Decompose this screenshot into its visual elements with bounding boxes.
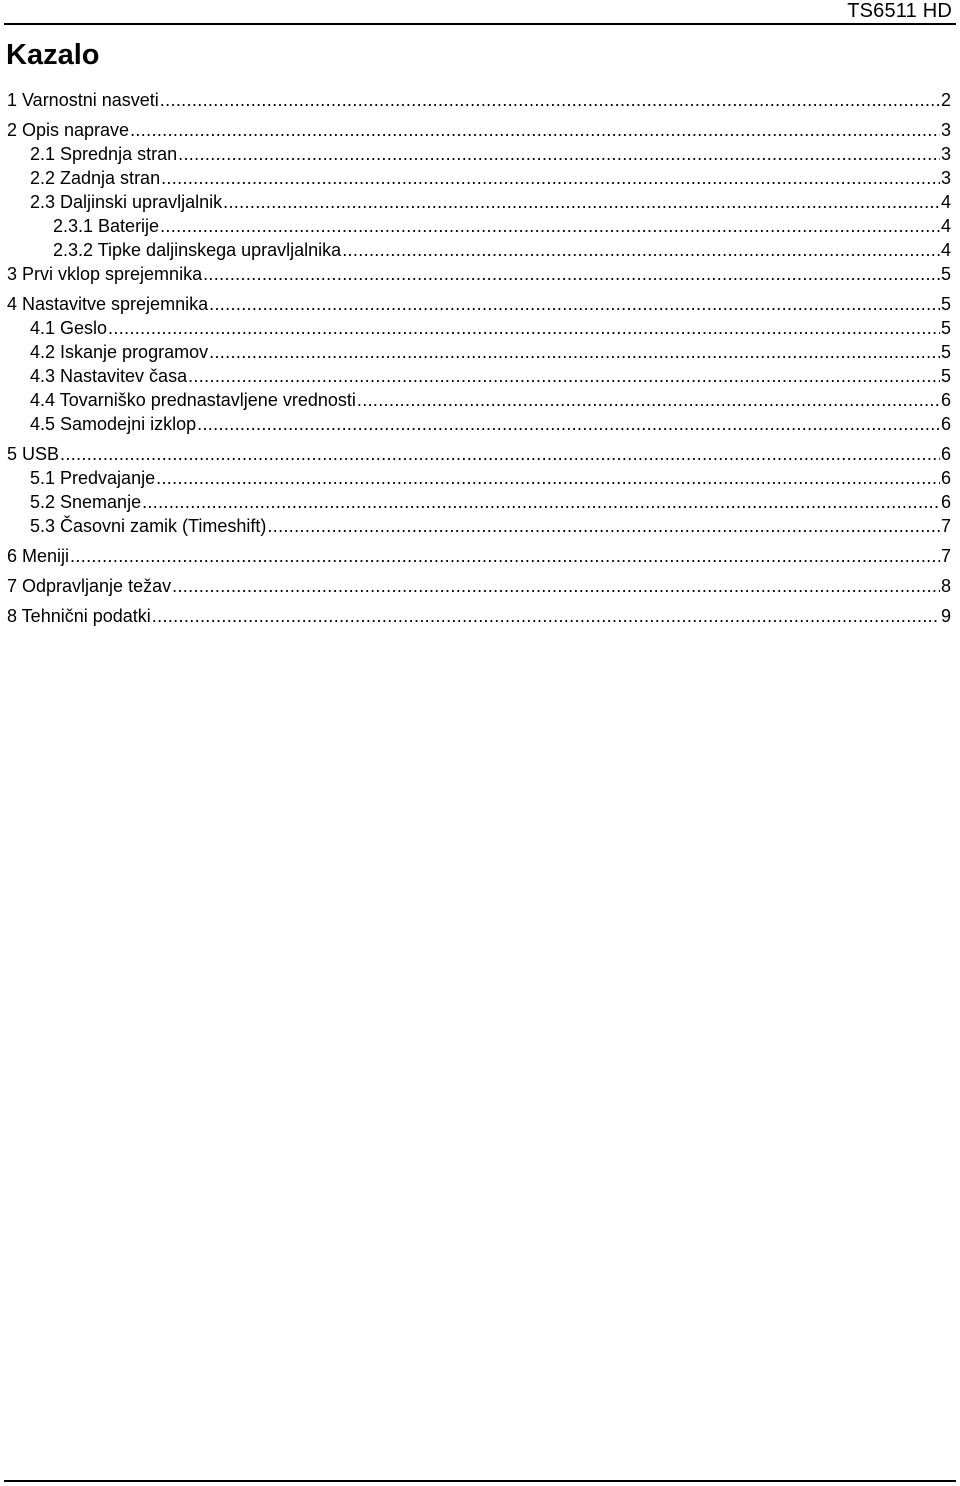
toc-entry[interactable] (7, 294, 951, 318)
toc-entry[interactable] (7, 90, 951, 114)
toc-leader-dots (197, 414, 940, 435)
toc-leader-dots (267, 516, 940, 537)
toc-entry-page: 6 (940, 390, 951, 410)
toc-entry[interactable] (7, 120, 951, 144)
toc-entry-label: 4.5 Samodejni izklop (30, 414, 197, 434)
toc-entry[interactable] (7, 342, 951, 366)
toc-entry-page: 3 (940, 120, 951, 140)
toc-entry-page: 5 (940, 366, 951, 386)
toc-leader-dots (130, 120, 940, 141)
toc-entry-page: 6 (940, 468, 951, 488)
toc-entry-label: 2.2 Zadnja stran (30, 168, 161, 188)
toc-entry[interactable] (7, 492, 951, 516)
toc-entry-label: 3 Prvi vklop sprejemnika (7, 264, 203, 284)
toc-leader-dots (70, 546, 940, 567)
toc-entry-page: 4 (940, 216, 951, 236)
header-divider (4, 23, 956, 25)
toc-entry-label: 4 Nastavitve sprejemnika (7, 294, 209, 314)
toc-entry-label: 5.1 Predvajanje (30, 468, 156, 488)
toc-entry[interactable] (7, 576, 951, 600)
footer-divider (4, 1480, 956, 1482)
toc-entry-page: 5 (940, 294, 951, 314)
toc-leader-dots (342, 240, 940, 261)
toc-entry[interactable] (7, 216, 951, 240)
toc-leader-dots (160, 90, 940, 111)
toc-entry-label: 4.3 Nastavitev časa (30, 366, 188, 386)
toc-entry-page: 6 (940, 492, 951, 512)
toc-entry-label: 4.2 Iskanje programov (30, 342, 209, 362)
toc-entry-page: 5 (940, 318, 951, 338)
toc-entry[interactable] (7, 390, 951, 414)
toc-leader-dots (142, 492, 940, 513)
toc-entry-page: 9 (940, 606, 951, 626)
toc-entry-page: 4 (940, 192, 951, 212)
toc-entry-page: 2 (940, 90, 951, 110)
document-model-header: TS6511 HD (847, 0, 952, 22)
toc-entry[interactable] (7, 168, 951, 192)
toc-entry-page: 7 (940, 516, 951, 536)
toc-entry-page: 7 (940, 546, 951, 566)
toc-entry[interactable] (7, 468, 951, 492)
toc-entry[interactable] (7, 192, 951, 216)
toc-leader-dots (203, 264, 940, 285)
toc-entry-page: 3 (940, 144, 951, 164)
toc-entry-label: 2.3 Daljinski upravljalnik (30, 192, 223, 212)
toc-entry-label: 2.3.1 Baterije (53, 216, 160, 236)
toc-entry-label: 4.4 Tovarniško prednastavljene vrednosti (30, 390, 356, 410)
toc-entry-label: 6 Meniji (7, 546, 70, 566)
toc-entry-page: 5 (940, 264, 951, 284)
toc-leader-dots (161, 168, 940, 189)
toc-entry[interactable] (7, 144, 951, 168)
toc-leader-dots (156, 468, 940, 489)
toc-entry-page: 6 (940, 444, 951, 464)
toc-entry-label: 5.2 Snemanje (30, 492, 142, 512)
toc-entry-label: 2 Opis naprave (7, 120, 130, 140)
toc-leader-dots (152, 606, 940, 627)
toc-leader-dots (223, 192, 940, 213)
toc-entry[interactable] (7, 264, 951, 288)
toc-leader-dots (188, 366, 940, 387)
toc-entry[interactable] (7, 366, 951, 390)
toc-entry[interactable] (7, 606, 951, 630)
toc-entry[interactable] (7, 240, 951, 264)
toc-leader-dots (209, 342, 940, 363)
toc-entry-page: 6 (940, 414, 951, 434)
toc-leader-dots (160, 216, 940, 237)
toc-entry[interactable] (7, 516, 951, 540)
toc-entry-label: 4.1 Geslo (30, 318, 108, 338)
toc-entry-label: 5 USB (7, 444, 60, 464)
toc-leader-dots (172, 576, 940, 597)
toc-entry-page: 5 (940, 342, 951, 362)
toc-entry-page: 3 (940, 168, 951, 188)
toc-entry[interactable] (7, 444, 951, 468)
toc-entry[interactable] (7, 318, 951, 342)
page-title: Kazalo (6, 39, 100, 71)
toc-leader-dots (108, 318, 940, 339)
toc-entry[interactable] (7, 546, 951, 570)
toc-entry-label: 1 Varnostni nasveti (7, 90, 159, 110)
toc-entry-label: 2.1 Sprednja stran (30, 144, 178, 164)
toc-entry-page: 4 (940, 240, 951, 260)
toc-leader-dots (209, 294, 940, 315)
toc-entry-label: 8 Tehnični podatki (7, 606, 151, 626)
toc-entry-label: 5.3 Časovni zamik (Timeshift) (30, 516, 267, 536)
toc-entry-label: 7 Odpravljanje težav (7, 576, 172, 596)
toc-entry-label: 2.3.2 Tipke daljinskega upravljalnika (53, 240, 342, 260)
table-of-contents (7, 90, 951, 630)
toc-leader-dots (60, 444, 940, 465)
toc-leader-dots (357, 390, 940, 411)
toc-leader-dots (178, 144, 940, 165)
toc-entry-page: 8 (940, 576, 951, 596)
toc-entry[interactable] (7, 414, 951, 438)
